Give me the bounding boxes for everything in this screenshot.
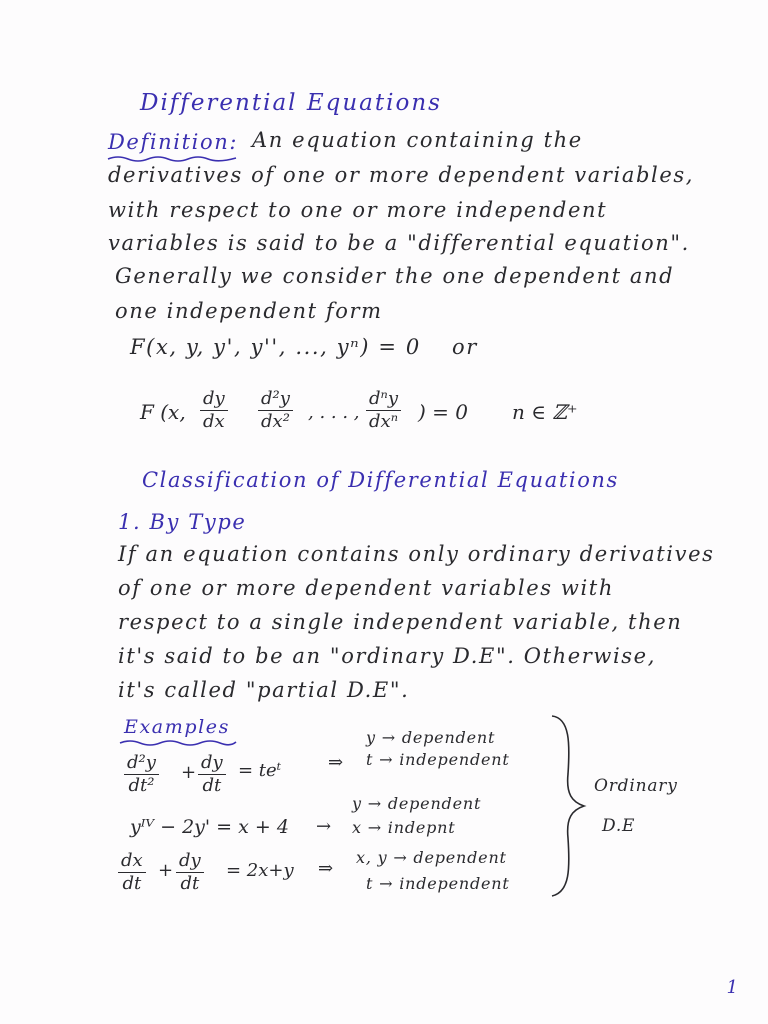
- classification-subheading: 1. By Type: [118, 510, 247, 534]
- or-text: or: [452, 335, 478, 359]
- definition-line-2: derivatives of one or more dependent variables,: [108, 163, 694, 187]
- classification-line-3: respect to a single independent variable, then: [118, 610, 683, 634]
- example-1-fraction-1: $\frac{\text{d²y}}{\text{dt²}}$: [124, 752, 159, 797]
- example-1-rhs: = teᵗ: [238, 760, 282, 781]
- examples-heading: Examples: [124, 716, 230, 738]
- definition-line-6: one independent form: [115, 299, 383, 323]
- derivative-form-suffix: ) = 0: [418, 400, 468, 424]
- classification-line-2: of one or more dependent variables with: [118, 576, 614, 600]
- definition-line-5: Generally we consider the one dependent and: [115, 264, 675, 288]
- example-3-fraction-1: $\frac{dx}{dt}$: [118, 850, 146, 895]
- example-3-note-1: x, y → dependent: [356, 848, 507, 867]
- examples-underline: [118, 738, 238, 746]
- example-3-rhs: = 2x+y: [226, 860, 294, 881]
- example-1-plus: +: [181, 762, 197, 783]
- derivative-form-prefix: F (x,: [140, 400, 186, 424]
- classification-line-4: it's said to be an "ordinary D.E". Otherwise,: [118, 644, 656, 668]
- fraction-dy-dx: $\frac{dy}{dx}$: [200, 388, 228, 433]
- definition-line-4: variables is said to be a "differential equation".: [108, 231, 690, 255]
- page-title: Differential Equations: [140, 90, 442, 116]
- fraction-dny-dxn: dⁿy dxⁿ: [366, 388, 401, 433]
- classification-heading: Classification of Differential Equations: [142, 468, 619, 492]
- right-brace: [548, 714, 588, 898]
- example-1-arrow: ⇒: [328, 752, 344, 773]
- example-2-arrow: →: [316, 816, 332, 837]
- definition-line-1: An equation containing the: [252, 128, 583, 152]
- definition-line-3: with respect to one or more independent: [108, 198, 608, 222]
- definition-underline: [106, 154, 238, 162]
- example-3-arrow: ⇒: [318, 858, 334, 879]
- classification-line-5: it's called "partial D.E".: [118, 678, 410, 702]
- example-1-note-2: t → independent: [366, 750, 510, 769]
- group-label-line-2: D.E: [602, 816, 636, 836]
- definition-label: Definition:: [108, 130, 238, 154]
- example-3-note-2: t → independent: [366, 874, 510, 893]
- example-2-note-1: y → dependent: [352, 794, 482, 813]
- fraction-d2y-dx2: $\frac{\text{d²y}}{\text{dx²}}$: [258, 388, 293, 433]
- page-number: 1: [726, 977, 738, 998]
- example-2-note-2: x → indepnt: [352, 818, 456, 837]
- example-2-equation: yᴵⱽ − 2y' = x + 4: [130, 816, 289, 838]
- example-1-fraction-2: $\frac{dy}{dt}$: [198, 752, 226, 797]
- group-label-line-1: Ordinary: [594, 776, 678, 796]
- example-3-fraction-2: $\frac{dy}{dt}$: [176, 850, 204, 895]
- classification-line-1: If an equation contains only ordinary derivatives: [118, 542, 715, 566]
- example-1-note-1: y → dependent: [366, 728, 496, 747]
- implicit-form: F(x, y, y', y'', ..., yⁿ) = 0: [130, 335, 421, 359]
- ellipsis: , . . . ,: [308, 402, 360, 423]
- domain-n: n ∈ ℤ⁺: [512, 400, 578, 424]
- example-3-plus: +: [158, 860, 174, 881]
